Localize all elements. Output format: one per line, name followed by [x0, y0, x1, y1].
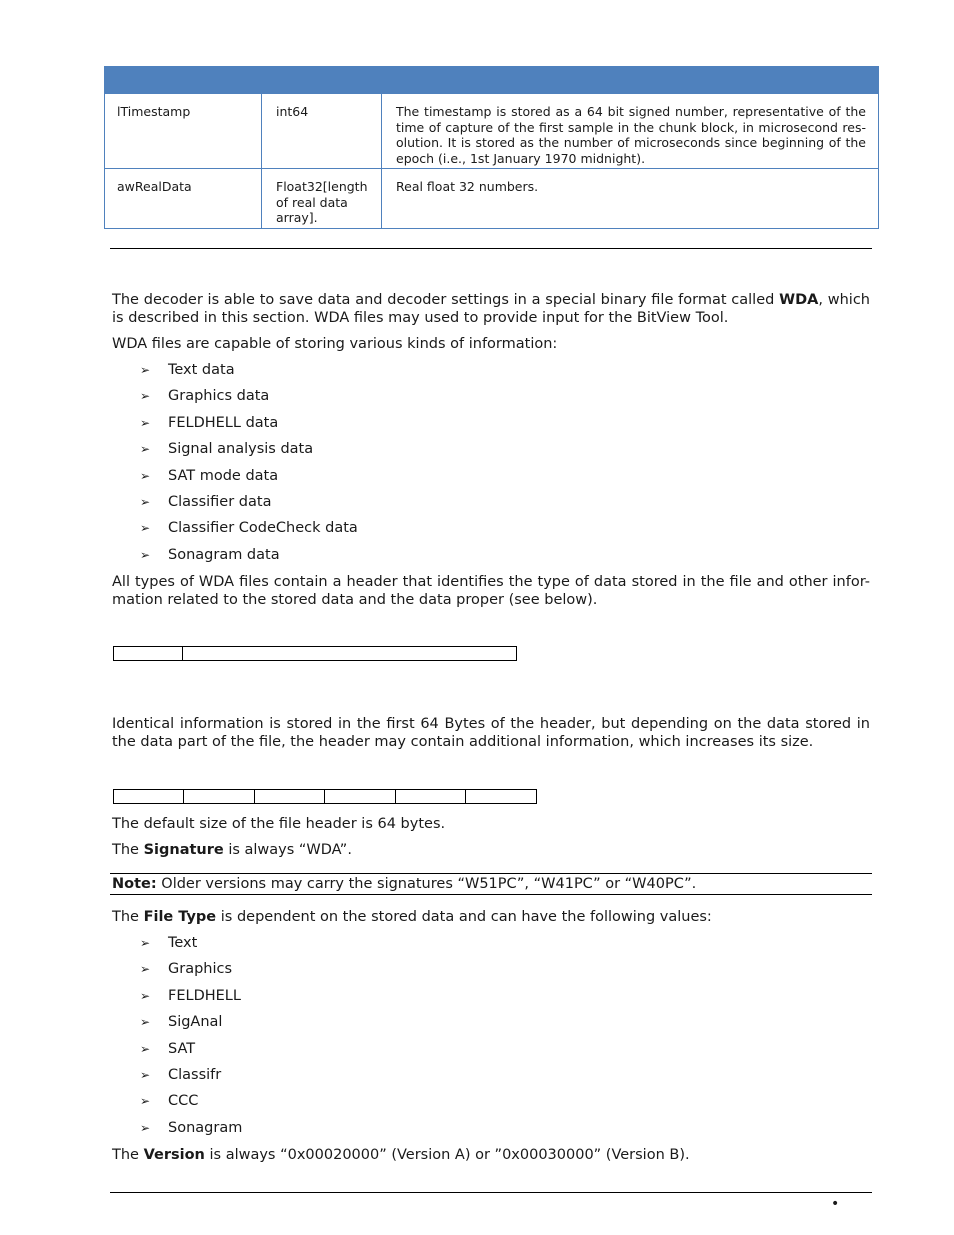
- intro-bold-wda: WDA: [779, 292, 819, 308]
- header-field-divider: [324, 789, 325, 804]
- note-paragraph: [112, 876, 870, 894]
- section-divider: [110, 248, 872, 249]
- signature-bold: Signature: [143, 842, 224, 858]
- note-top-rule: [110, 873, 872, 874]
- footer-rule: [110, 1192, 872, 1193]
- default-size-paragraph: The default size of the file header is 64 bytes.: [112, 816, 446, 832]
- bullet-arrow-icon: ➢: [140, 1120, 151, 1135]
- table-border-right: [878, 94, 879, 229]
- note-text: Older versions may carry the signatures “W51PC”, “W41PC” or “W40PC”.: [156, 876, 697, 892]
- bullet-arrow-icon: ➢: [140, 1068, 151, 1082]
- bullet-arrow-icon: ➢: [140, 442, 151, 457]
- table-border-col2: [381, 94, 382, 229]
- info-kind-item-label: Sonagram data: [168, 546, 280, 563]
- header-diagram-divider: [182, 646, 183, 661]
- file-type-item-label: FELDHELL: [168, 987, 241, 1004]
- bullet-arrow-icon: ➢: [140, 988, 151, 1003]
- signature-paragraph: [112, 842, 870, 860]
- table-cell-type: [276, 179, 368, 226]
- table-border-bottom: [104, 228, 879, 229]
- table-cell-type-line: Float32[length: [276, 179, 368, 194]
- note-bottom-rule: [110, 894, 872, 895]
- header-field-divider: [254, 789, 255, 804]
- file-type-item-label: Text: [168, 935, 198, 951]
- bullet-arrow-icon: ➢: [140, 1094, 151, 1109]
- intro-text-end: , which is described in this section. WDA files may used to provide input for the BitView Tool.: [112, 292, 870, 326]
- header-field-divider: [183, 789, 184, 804]
- file-type-item-label: SAT: [168, 1040, 196, 1057]
- file-type-text: The: [112, 909, 144, 925]
- file-type-paragraph: [112, 909, 870, 927]
- info-kind-item-label: Classifier CodeCheck data: [168, 520, 358, 537]
- intro-text: The decoder is able to save data and decoder settings in a special binary file format called: [112, 292, 780, 308]
- version-bold: Version: [143, 1147, 205, 1163]
- table-row-divider: [104, 168, 879, 169]
- bullet-arrow-icon: ➢: [140, 1041, 151, 1056]
- table-header-bar: [104, 66, 879, 94]
- info-kind-item-label: FELDHELL data: [168, 414, 279, 431]
- header-fields-diagram: [113, 789, 537, 804]
- table-cell-type: int64: [276, 104, 309, 119]
- header-paragraph: All types of WDA files contain a header that identifies the type of data stored in the file and other infor-mation related to the stored data and the data proper (see below).: [112, 574, 870, 608]
- capabilities-paragraph: WDA files are capable of storing various kinds of information:: [112, 336, 558, 352]
- table-border-col1: [261, 94, 262, 229]
- bullet-arrow-icon: ➢: [140, 521, 151, 536]
- info-kind-item-label: Signal analysis data: [168, 441, 314, 458]
- file-type-text-end: is dependent on the stored data and can have the following values:: [216, 909, 712, 925]
- bullet-arrow-icon: ➢: [140, 389, 151, 404]
- file-type-item-label: Sonagram: [168, 1119, 243, 1136]
- file-type-item-label: CCC: [168, 1093, 199, 1110]
- table-cell-description: Real float 32 numbers.: [396, 179, 539, 194]
- bullet-arrow-icon: ➢: [140, 415, 151, 430]
- bullet-arrow-icon: ➢: [140, 936, 151, 950]
- header-structure-diagram: [113, 646, 517, 661]
- file-type-bold: File Type: [143, 909, 217, 925]
- signature-text: The: [112, 842, 144, 858]
- bullet-arrow-icon: ➢: [140, 962, 151, 977]
- version-text: The: [112, 1147, 144, 1163]
- footer-bullet: •: [831, 1196, 840, 1212]
- signature-text-end: is always “WDA”.: [223, 842, 352, 858]
- version-text-end: is always “0x00020000” (Version A) or ”0x00030000” (Version B).: [204, 1147, 690, 1163]
- version-paragraph: [112, 1147, 870, 1165]
- table-cell-name: awRealData: [117, 179, 192, 194]
- table-border-left: [104, 94, 105, 229]
- info-kind-item-label: Graphics data: [168, 388, 270, 405]
- table-cell-type-line: array].: [276, 210, 318, 225]
- table-cell-name: lTimestamp: [117, 104, 191, 119]
- file-type-item-label: SigAnal: [168, 1014, 223, 1031]
- info-kind-item-label: SAT mode data: [168, 467, 279, 484]
- table-cell-type-line: of real data: [276, 194, 348, 210]
- info-kind-item-label: Classifier data: [168, 494, 272, 510]
- header-size-paragraph: Identical information is stored in the first 64 Bytes of the header, but depending on the data stored in the data part of the file, the header may contain additional information, which increases its size.: [112, 716, 870, 750]
- bullet-arrow-icon: ➢: [140, 1015, 151, 1030]
- info-kind-item-label: Text data: [168, 362, 235, 378]
- intro-paragraph: [112, 292, 870, 327]
- file-type-item-label: Graphics: [168, 961, 233, 978]
- file-type-item-label: Classifr: [168, 1067, 222, 1083]
- note-label: Note:: [112, 876, 157, 892]
- bullet-arrow-icon: ➢: [140, 547, 151, 562]
- table-cell-description: The timestamp is stored as a 64 bit signed number, representative of the time of capture of the first sample in the chunk block, in microsecond res-olution. It is stored as the number of microseconds since beginning of the epoch (i.e., 1st January 1970 midnight).: [396, 104, 866, 166]
- bullet-arrow-icon: ➢: [140, 468, 151, 483]
- header-field-divider: [395, 789, 396, 804]
- bullet-arrow-icon: ➢: [140, 363, 151, 377]
- bullet-arrow-icon: ➢: [140, 495, 151, 509]
- header-field-divider: [465, 789, 466, 804]
